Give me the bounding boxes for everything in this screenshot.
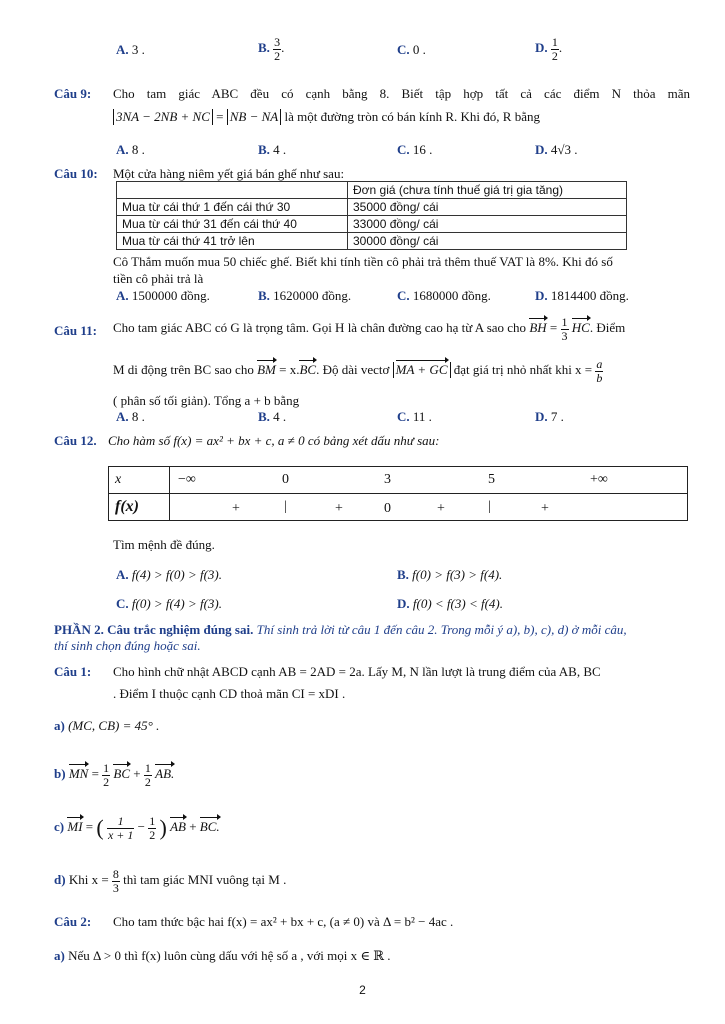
q12-option-b: B. f(0) > f(3) > f(4). bbox=[397, 567, 503, 582]
x-value: +∞ bbox=[590, 472, 608, 487]
p2q2-label: Câu 2: bbox=[54, 914, 92, 929]
q11-option-a: A. 8 . bbox=[116, 409, 145, 424]
q10-line1: Một cửa hàng niêm yết giá bán ghế như sau: bbox=[113, 166, 345, 181]
p2q1-item-c: c) MI = ( $\frac{1}{x + 1}$ − $\frac{1}{2}$ ) AB + BC. bbox=[54, 814, 220, 842]
q12-label: Câu 12. bbox=[54, 433, 97, 448]
q12-prompt: Tìm mệnh đề đúng. bbox=[113, 537, 215, 552]
page-number: 2 bbox=[359, 983, 366, 997]
x-value: −∞ bbox=[178, 472, 196, 487]
x-value: 0 bbox=[282, 472, 289, 487]
q10-option-c: C. 1680000 đồng. bbox=[397, 288, 491, 303]
p2q2-item-a: a) Nếu Δ > 0 thì f(x) luôn cùng dấu với hệ số a , với mọi x ∈ ℝ . bbox=[54, 948, 391, 963]
q10-option-b: B. 1620000 đồng. bbox=[258, 288, 352, 303]
sign-mark: | bbox=[284, 499, 287, 514]
part2-instruction-2: thí sinh chọn đúng hoặc sai. bbox=[54, 638, 201, 653]
q11-option-c: C. 11 . bbox=[397, 409, 432, 424]
table-row bbox=[117, 182, 627, 199]
q10-option-d: D. 1814400 đồng. bbox=[535, 288, 629, 303]
q12-option-a: A. f(4) > f(0) > f(3). bbox=[116, 567, 222, 582]
sign-mark: 0 bbox=[384, 501, 391, 516]
q10-line3: tiền cô phải trả là bbox=[113, 271, 204, 286]
q12-line1: Cho hàm số f(x) = ax² + bx + c, a ≠ 0 có bảng xét dấu như sau: bbox=[108, 433, 440, 448]
part2-heading: PHẦN 2. Câu trắc nghiệm đúng sai. bbox=[54, 622, 254, 637]
sign-mark: + bbox=[437, 501, 445, 516]
q9-line2: 3NA − 2NB + NC = NB − NA là một đường tròn có bán kính R. Khi đó, R bằng bbox=[113, 109, 540, 125]
p2q1-item-d: d) Khi x = $\frac{8}{3}$ thì tam giác MNI vuông tại M . bbox=[54, 867, 287, 895]
q12-option-c: C. f(0) > f(4) > f(3). bbox=[116, 596, 222, 611]
part2-instruction: Thí sinh trả lời từ câu 1 đến câu 2. Trong mỗi ý a), b), c), d) ở mỗi câu, bbox=[256, 622, 627, 637]
table-row bbox=[109, 494, 688, 521]
q11-line2: M di động trên BC sao cho BM = x.BC. Độ dài vectơ MA + GC đạt giá trị nhỏ nhất khi x = $\frac{a}{b}$ bbox=[113, 357, 603, 385]
q9-option-b: B. 4 . bbox=[258, 142, 287, 157]
price-table bbox=[116, 181, 627, 250]
q8-option-b: B. $\frac{3}{2}$ . bbox=[258, 35, 285, 63]
q11-line1: Cho tam giác ABC có G là trọng tâm. Gọi H là chân đường cao hạ từ A sao cho BH = $\frac{1}{3}$ HC. Điểm bbox=[113, 315, 626, 343]
p2q1-item-a: a) (MC, CB) = 45° . bbox=[54, 718, 160, 733]
q9-expr-left: 3NA − 2NB + NC bbox=[113, 109, 213, 125]
p2q2-line1: Cho tam thức bậc hai f(x) = ax² + bx + c, (a ≠ 0) và Δ = b² − 4ac . bbox=[113, 914, 454, 929]
q9-line1: Cho tam giác ABC đều có cạnh bằng 8. Biết tập hợp tất cả các điểm N thỏa mãn bbox=[113, 86, 690, 101]
p2q1-line1: Cho hình chữ nhật ABCD cạnh AB = 2AD = 2a. Lấy M, N lần lượt là trung điểm của AB, BC bbox=[113, 664, 601, 679]
q11-option-b: B. 4 . bbox=[258, 409, 287, 424]
p2q1-label: Câu 1: bbox=[54, 664, 92, 679]
q10-label: Câu 10: bbox=[54, 166, 98, 181]
sign-mark: + bbox=[541, 501, 549, 516]
q10-line2: Cô Thắm muốn mua 50 chiếc ghế. Biết khi tính tiền cô phải trả thêm thuế VAT là 8%. Khi đó số bbox=[113, 254, 613, 269]
q9-option-c: C. 16 . bbox=[397, 142, 433, 157]
q9-option-a: A. 8 . bbox=[116, 142, 145, 157]
table-row: Mua từ cái thứ 1 đến cái thứ 30 35000 đồng/ cái bbox=[117, 199, 627, 216]
q12-option-d: D. f(0) < f(3) < f(4). bbox=[397, 596, 503, 611]
q8-option-d: D. $\frac{1}{2}$ . bbox=[535, 35, 563, 63]
x-value: 5 bbox=[488, 472, 495, 487]
q11-option-d: D. 7 . bbox=[535, 409, 564, 424]
part2-heading-line bbox=[54, 622, 627, 638]
q9-label: Câu 9: bbox=[54, 86, 92, 101]
q11-line3: ( phân số tối giản). Tổng a + b bằng bbox=[113, 393, 300, 408]
q9-expr-right: NB − NA bbox=[227, 109, 282, 125]
sign-mark: + bbox=[335, 501, 343, 516]
p2q1-line2: . Điểm I thuộc cạnh CD thoả mãn CI = xDI . bbox=[113, 686, 346, 701]
q9-option-d: D. 4√3 . bbox=[535, 142, 578, 157]
q8-option-c: C. 0 . bbox=[397, 42, 426, 57]
q10-option-a: A. 1500000 đồng. bbox=[116, 288, 210, 303]
table-row: Mua từ cái thứ 31 đến cái thứ 40 33000 đồng/ cái bbox=[117, 216, 627, 233]
x-value: 3 bbox=[384, 472, 391, 487]
q8-option-a: A. 3 . bbox=[116, 42, 145, 57]
sign-table-x-label: x bbox=[109, 467, 170, 494]
q11-label: Câu 11: bbox=[54, 323, 97, 338]
sign-table-fx-label: f(x) bbox=[109, 494, 170, 521]
p2q1-item-b: b) MN = $\frac{1}{2}$ BC + $\frac{1}{2}$ AB. bbox=[54, 761, 175, 789]
sign-mark: + bbox=[232, 501, 240, 516]
sign-mark: | bbox=[488, 499, 491, 514]
table-row: Mua từ cái thứ 41 trở lên 30000 đồng/ cái bbox=[117, 233, 627, 250]
table-header: Đơn giá (chưa tính thuế giá trị gia tăng) bbox=[348, 182, 627, 199]
